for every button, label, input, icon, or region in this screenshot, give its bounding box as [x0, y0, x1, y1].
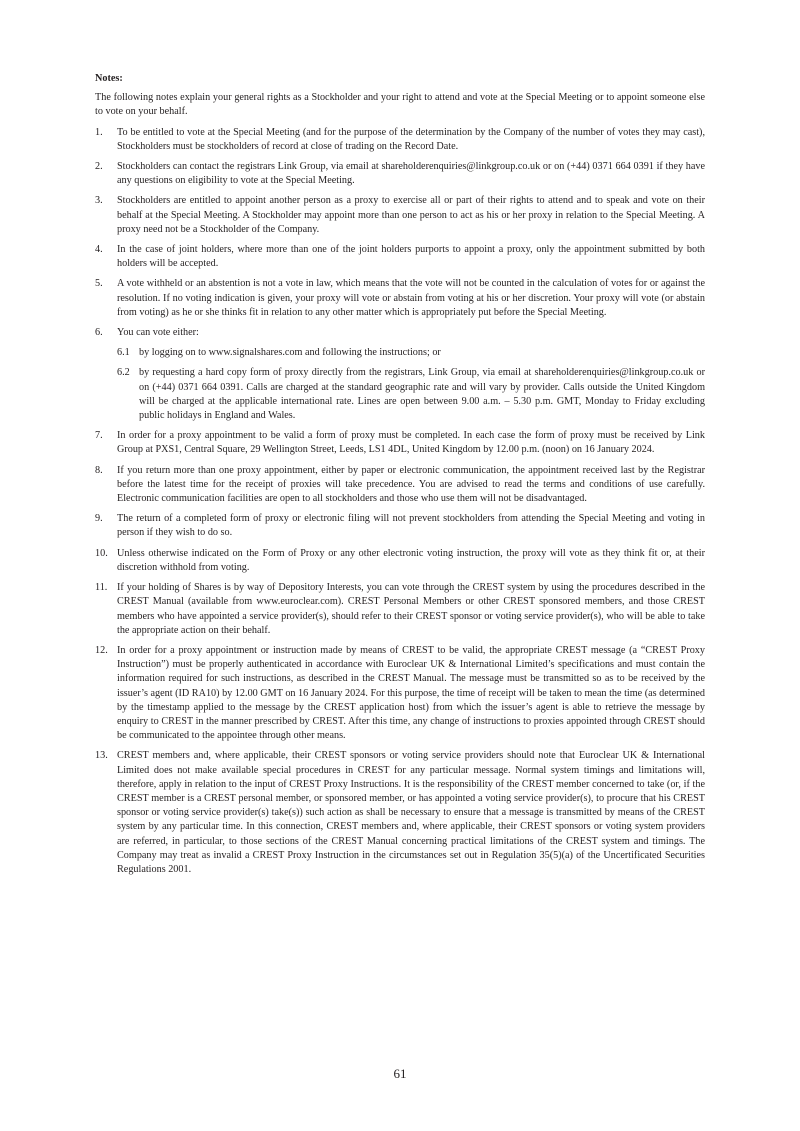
- note-text: A vote withheld or an abstention is not a vote in law, which means that the vote will not be counted in the calculation of votes for or against the resolution. If no voting indication is given, your proxy will vote or abstain from voting at his or her discretion. Your proxy will vote (or abstain from voting) as he or she thinks fit in relation to any other matter which is appropriately put before the Special Meeting.: [117, 278, 705, 318]
- note-text: Unless otherwise indicated on the Form of Proxy or any other electronic voting instruction, the proxy will vote as they think fit or, at their discretion withhold from voting.: [117, 547, 705, 573]
- note-text: In the case of joint holders, where more than one of the joint holders purports to appoint a proxy, only the appointment submitted by both holders will be accepted.: [117, 244, 705, 270]
- note-item: [95, 464, 705, 507]
- sub-item: [117, 346, 705, 360]
- note-number: 11.: [95, 582, 108, 594]
- note-number: 10.: [95, 547, 108, 559]
- sub-item: [117, 366, 705, 423]
- notes-heading: Notes:: [95, 73, 123, 84]
- note-item: [95, 126, 705, 154]
- note-item: [95, 644, 705, 743]
- page-number: 61: [393, 1066, 407, 1081]
- note-text: If you return more than one proxy appointment, either by paper or electronic communication, the appointment received last by the Registrar before the latest time for the receipt of proxies will take precedence. You are advised to read the terms and conditions of use carefully. Electronic communication facilities are open to all stockholders and those who use them will not be disadvantaged.: [117, 464, 705, 505]
- notes-section: [95, 72, 705, 883]
- note-item: [95, 277, 705, 320]
- note-text: Stockholders can contact the registrars Link Group, via email at shareholderenquiries@linkgroup.co.uk or on (+44) 0371 664 0391 if they have any questions on eligibility to vote at the Special Meeting.: [117, 161, 705, 187]
- note-text: CREST members and, where applicable, their CREST sponsors or voting service providers should note that Euroclear UK & International Limited does not make available special procedures in CREST for any particular message. Normal system timings and limitations will, therefore, apply in relation to the input of CREST Proxy Instructions. It is the responsibility of the CREST member concerned to take (or, if the CREST member is a CREST personal member, or sponsored member, or has appointed a voting service provider(s), to procure that his CREST sponsor or voting service provider(s) take(s)) such action as shall be necessary to ensure that a message is transmitted by means of the CREST system by any particular time. In this connection, CREST members and, where applicable, their CREST sponsors or voting system providers are referred, in particular, to those sections of the CREST Manual concerning practical limitations of the CREST system and timings. The Company may treat as invalid a CREST Proxy Instruction in the circumstances set out in Regulation 35(5)(a) of the Uncertificated Securities Regulations 2001.: [117, 750, 705, 875]
- sub-item-text: by logging on to www.signalshares.com and following the instructions; or: [139, 347, 441, 359]
- sub-item-number: 6.2: [117, 367, 130, 379]
- note-text: To be entitled to vote at the Special Meeting (and for the purpose of the determination by the Company of the number of votes they may cast), Stockholders must be stockholders of record at close of trading on the Record Date.: [117, 126, 705, 152]
- note-number: 6.: [95, 327, 103, 339]
- sub-item-text: by requesting a hard copy form of proxy directly from the registrars, Link Group, via email at shareholderenquiries@linkgroup.co.uk or on (+44) 0371 664 0391. Calls are charged at the standard geographic rate and will vary by provider. Calls outside the United Kingdom will be charged at the applicable international rate. Lines are open between 9.00 a.m. – 5.30 p.m. GMT, Monday to Friday excluding public holidays in England and Wales.: [139, 367, 705, 422]
- note-item: [95, 429, 705, 457]
- note-text: If your holding of Shares is by way of Depository Interests, you can vote through the CREST system by using the procedures described in the CREST Manual (available from www.euroclear.com). CREST Personal Members or other CREST sponsored members, and those CREST members who have appointed a service provider(s), should refer to their CREST sponsor or voting service provider(s), who will be able to take the appropriate action on their behalf.: [117, 582, 705, 636]
- note-number: 9.: [95, 513, 103, 525]
- note-text: In order for a proxy appointment or instruction made by means of CREST to be valid, the appropriate CREST message (a “CREST Proxy Instruction”) must be properly authenticated in accordance with Euroclear UK & International Limited’s specifications and must contain the information required for such instructions, as described in the CREST Manual. The message must be transmitted so as to be received by the issuer’s agent (ID RA10) by 12.00 GMT on 16 January 2024. For this purpose, the time of receipt will be taken to mean the time (as determined by the timestamp applied to the message by the CREST application host) from which the issuer’s agent is able to retrieve the message by enquiry to CREST in the manner prescribed by CREST. After this time, any change of instructions to proxies appointed through CREST should be communicated to the appointee through other means.: [117, 644, 705, 742]
- note-number: 3.: [95, 195, 103, 207]
- note-text: The return of a completed form of proxy or electronic filing will not prevent stockholders from attending the Special Meeting and voting in person if they wish to do so.: [117, 513, 705, 539]
- note-text: Stockholders are entitled to appoint another person as a proxy to exercise all or part of their rights to attend and to speak and vote on their behalf at the Special Meeting. A Stockholder may appoint more than one person to act as his or her proxy in relation to the Special Meeting. A proxy need not be a Stockholder of the Company.: [117, 195, 705, 235]
- note-item: [95, 547, 705, 575]
- note-text: You can vote either:: [117, 327, 199, 339]
- note-item: [95, 749, 705, 877]
- note-text: In order for a proxy appointment to be valid a form of proxy must be completed. In each case the form of proxy must be received by Link Group at PXS1, Central Square, 29 Wellington Street, Leeds, LS1 4DL, United Kingdom by 12.00 p.m. (noon) on 16 January 2024.: [117, 430, 705, 456]
- note-item: [95, 243, 705, 271]
- note-item: [95, 194, 705, 237]
- note-number: 8.: [95, 464, 103, 476]
- note-number: 4.: [95, 244, 103, 256]
- note-item: [95, 326, 705, 423]
- note-number: 5.: [95, 278, 103, 290]
- note-number: 2.: [95, 161, 103, 173]
- note-item: [95, 512, 705, 540]
- note-number: 7.: [95, 430, 103, 442]
- note-number: 12.: [95, 644, 108, 656]
- notes-intro: The following notes explain your general rights as a Stockholder and your right to attend and vote at the Special Meeting or to appoint someone else to vote on your behalf.: [95, 92, 705, 118]
- note-item: [95, 581, 705, 638]
- note-item: [95, 160, 705, 188]
- sub-item-number: 6.1: [117, 347, 130, 359]
- note-number: 13.: [95, 750, 108, 762]
- note-number: 1.: [95, 126, 103, 138]
